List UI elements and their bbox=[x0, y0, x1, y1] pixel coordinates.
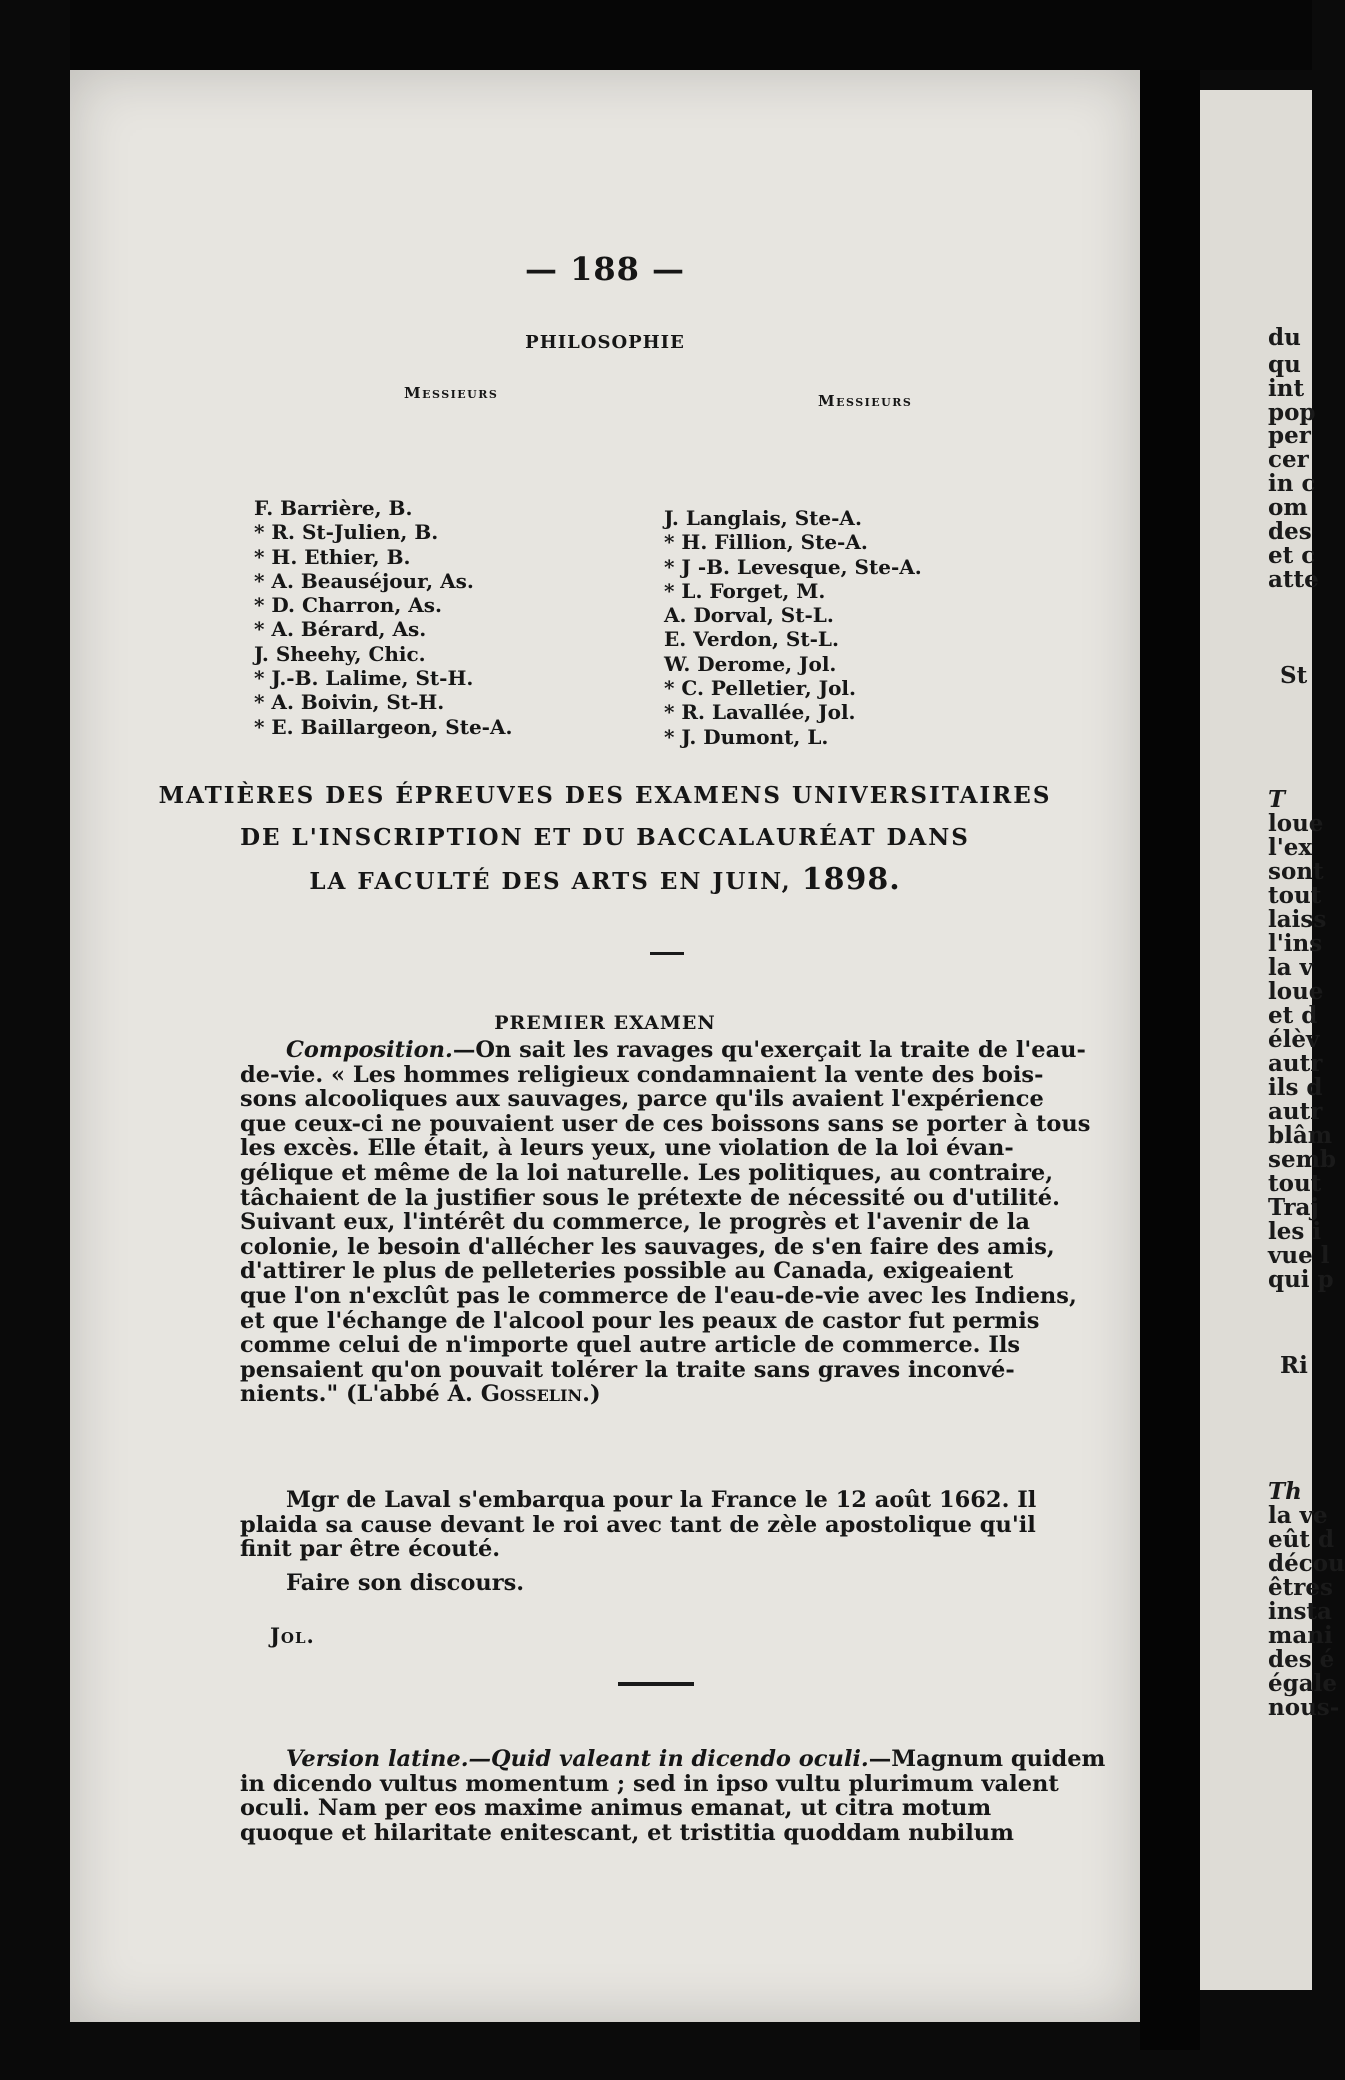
document-page bbox=[70, 70, 1140, 2022]
text-line: gélique et même de la loi naturelle. Les politiques, au contraire, bbox=[240, 1159, 1054, 1186]
composition-paragraph bbox=[240, 1037, 1091, 1408]
next-page-fragment: loue bbox=[1268, 978, 1324, 1005]
text-line: Suivant eux, l'intérêt du commerce, le progrès et l'avenir de la bbox=[240, 1209, 1030, 1236]
composition-lead: Composition. bbox=[286, 1037, 453, 1063]
next-page-fragment: décou bbox=[1268, 1550, 1345, 1577]
laval-paragraph bbox=[240, 1488, 1064, 1562]
text-line: et que l'échange de l'alcool pour les peaux de castor fut permis bbox=[240, 1307, 1040, 1334]
text-line: in dicendo vultus momentum ; sed in ipso vultu plurimum valent bbox=[240, 1770, 1059, 1797]
text-line: comme celui de n'importe quel autre article de commerce. Ils bbox=[240, 1332, 1021, 1359]
next-page-fragment: tout bbox=[1268, 1170, 1322, 1197]
right-name-list bbox=[664, 506, 922, 749]
next-page-fragment: T bbox=[1268, 786, 1286, 813]
next-page-fragment: la ve bbox=[1268, 1502, 1328, 1529]
main-title-line-3 bbox=[70, 859, 1140, 903]
text-line: de-vie. « Les hommes religieux condamnaient la vente des bois- bbox=[240, 1061, 1044, 1088]
next-page-fragment: élèv bbox=[1268, 1026, 1320, 1053]
text-line: oculi. Nam per eos maxime animus emanat, ut citra motum bbox=[240, 1795, 992, 1822]
divider-rule bbox=[650, 952, 684, 955]
list-item: * J -B. Levesque, Ste-A. bbox=[664, 554, 922, 579]
scan-frame-left bbox=[0, 0, 70, 2080]
next-page-fragment: cer bbox=[1268, 446, 1309, 473]
list-item: * A. Boivin, St-H. bbox=[254, 690, 445, 715]
text-line: pensaient qu'on pouvait tolérer la traite sans graves inconvé- bbox=[240, 1356, 1015, 1383]
instruction-paragraph bbox=[240, 1571, 1064, 1596]
next-page-fragment: Traj bbox=[1268, 1194, 1319, 1221]
next-page-fragment: la v bbox=[1268, 954, 1314, 981]
left-name-list bbox=[254, 496, 512, 739]
text-line: quoque et hilaritate enitescant, et tristitia quoddam nubilum bbox=[240, 1819, 1014, 1846]
next-page-fragment: per bbox=[1268, 422, 1311, 449]
list-item: * J. Dumont, L. bbox=[664, 724, 829, 749]
list-item: * C. Pelletier, Jol. bbox=[664, 676, 856, 701]
next-page-fragment: int bbox=[1268, 375, 1305, 402]
next-page-fragment: l'ex bbox=[1268, 834, 1313, 861]
left-column-heading: Messieurs bbox=[404, 384, 499, 402]
main-title-line-3-text: LA FACULTÉ DES ARTS EN JUIN, bbox=[309, 868, 792, 895]
main-title-line-1: MATIÈRES DES ÉPREUVES DES EXAMENS UNIVERSITAIRES bbox=[158, 782, 1052, 809]
closing-paren: ) bbox=[590, 1381, 601, 1408]
next-page-fragment: autr bbox=[1268, 1098, 1323, 1125]
next-page-fragment: loue bbox=[1268, 810, 1324, 837]
page-number: — 188 — bbox=[524, 250, 686, 288]
list-item: * H. Fillion, Ste-A. bbox=[664, 530, 868, 555]
next-page-fragment: et c bbox=[1268, 542, 1316, 569]
list-item: J. Sheehy, Chic. bbox=[254, 641, 426, 666]
next-page-fragment: Ri bbox=[1280, 1352, 1308, 1379]
instruction-line: Faire son discours. bbox=[286, 1570, 525, 1596]
main-title-line-2: DE L'INSCRIPTION ET DU BACCALAURÉAT DANS bbox=[240, 824, 970, 851]
next-page-fragment: les i bbox=[1268, 1218, 1322, 1245]
text-line-content: —Magnum quidem bbox=[868, 1746, 1106, 1772]
list-item: * R. St-Julien, B. bbox=[254, 520, 439, 545]
adjacent-page-edge bbox=[1200, 90, 1345, 1990]
next-page-fragment: eût d bbox=[1268, 1526, 1335, 1553]
text-line-last bbox=[240, 1382, 1064, 1407]
next-page-fragment: du bbox=[1268, 324, 1301, 351]
list-item: A. Dorval, St-L. bbox=[664, 603, 834, 628]
next-page-fragment: vue l bbox=[1268, 1242, 1330, 1269]
text-line: sons alcooliques aux sauvages, parce qu'ils avaient l'expérience bbox=[240, 1086, 1044, 1113]
text-line: que l'on n'exclût pas le commerce de l'eau-de-vie avec les Indiens, bbox=[240, 1282, 1077, 1309]
scan-frame-top bbox=[0, 0, 1312, 70]
next-page-fragment: St bbox=[1280, 662, 1308, 689]
next-page-fragment: ils d bbox=[1268, 1074, 1323, 1101]
text-line: Mgr de Laval s'embarqua pour la France le 12 août 1662. Il bbox=[286, 1487, 1037, 1513]
next-page-fragment: êtres bbox=[1268, 1574, 1333, 1601]
next-page-fragment: des bbox=[1268, 518, 1312, 545]
subsection-heading-premier-examen: PREMIER EXAMEN bbox=[494, 1012, 716, 1034]
list-item: * D. Charron, As. bbox=[254, 593, 443, 618]
section-heading-philosophie: PHILOSOPHIE bbox=[525, 332, 685, 353]
next-page-fragment: qui p bbox=[1268, 1266, 1334, 1293]
next-page-fragment: atte bbox=[1268, 566, 1319, 593]
next-page-fragment: l'ins bbox=[1268, 930, 1323, 957]
next-page-fragment: qu bbox=[1268, 351, 1301, 378]
next-page-fragment: Th bbox=[1268, 1478, 1302, 1505]
text-line-content: —On sait les ravages qu'exerçait la traite de l'eau- bbox=[452, 1037, 1086, 1063]
next-page-fragment: laiss bbox=[1268, 906, 1327, 933]
next-page-fragment: semb bbox=[1268, 1146, 1337, 1173]
text-line: les excès. Elle était, à leurs yeux, une violation de la loi évan- bbox=[240, 1135, 1014, 1162]
main-title-year: 1898. bbox=[801, 862, 901, 897]
quote-author: Gosselin. bbox=[480, 1381, 591, 1408]
version-latine-paragraph bbox=[240, 1746, 1106, 1846]
next-page-fragment: et d bbox=[1268, 1002, 1318, 1029]
divider-rule bbox=[618, 1682, 694, 1686]
list-item: * H. Ethier, B. bbox=[254, 544, 411, 569]
next-page-fragment: insta bbox=[1268, 1598, 1332, 1625]
next-page-fragment: sont bbox=[1268, 858, 1324, 885]
next-page-fragment: in c bbox=[1268, 470, 1316, 497]
next-page-fragment: blâm bbox=[1268, 1122, 1333, 1149]
text-line: plaida sa cause devant le roi avec tant de zèle apostolique qu'il bbox=[240, 1511, 1036, 1538]
next-page-fragment: autr bbox=[1268, 1050, 1323, 1077]
main-title bbox=[70, 775, 1140, 903]
text-line: d'attirer le plus de pelleteries possible au Canada, exigeaient bbox=[240, 1258, 1014, 1285]
text-line bbox=[240, 1746, 1106, 1772]
text-line: colonie, le besoin d'allécher les sauvages, de s'en faire des amis, bbox=[240, 1233, 1055, 1260]
list-item: * A. Beauséjour, As. bbox=[254, 568, 474, 593]
page-gutter bbox=[1140, 70, 1200, 2050]
list-item: * A. Bérard, As. bbox=[254, 617, 427, 642]
next-page-fragment: om bbox=[1268, 494, 1308, 521]
list-item: J. Langlais, Ste-A. bbox=[664, 506, 862, 530]
version-lead: Version latine.—Quid valeant in dicendo oculi. bbox=[286, 1746, 869, 1772]
text-line bbox=[240, 1037, 1086, 1063]
right-column-heading: Messieurs bbox=[818, 392, 913, 410]
list-item: E. Verdon, St-L. bbox=[664, 627, 839, 652]
list-item: W. Derome, Jol. bbox=[664, 651, 837, 676]
next-page-fragment: pop bbox=[1268, 399, 1316, 426]
list-item: * J.-B. Lalime, St-H. bbox=[254, 666, 474, 691]
next-page-fragment: des é bbox=[1268, 1646, 1335, 1673]
next-page-fragment: nous- bbox=[1268, 1694, 1340, 1721]
text-line: finit par être écouté. bbox=[240, 1536, 501, 1563]
list-item: * E. Baillargeon, Ste-A. bbox=[254, 714, 513, 739]
text-line: que ceux-ci ne pouvaient user de ces boissons sans se porter à tous bbox=[240, 1110, 1091, 1137]
list-item: * R. Lavallée, Jol. bbox=[664, 700, 856, 725]
signature: Jol. bbox=[270, 1623, 315, 1648]
next-page-fragment: mani bbox=[1268, 1622, 1333, 1649]
list-item: F. Barrière, B. bbox=[254, 496, 413, 520]
text-line: tâchaient de la justifier sous le prétexte de nécessité ou d'utilité. bbox=[240, 1184, 1060, 1211]
text-line-content: nients." (L'abbé A. bbox=[240, 1381, 481, 1408]
list-item: * L. Forget, M. bbox=[664, 578, 826, 603]
next-page-fragment: égale bbox=[1268, 1670, 1337, 1697]
next-page-fragment: tout bbox=[1268, 882, 1322, 909]
